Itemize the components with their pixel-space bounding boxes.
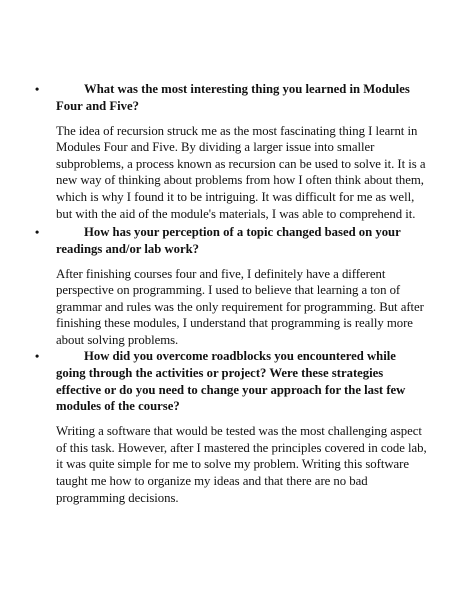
answer-paragraph: The idea of recursion struck me as the most fascinating thing I learnt in Modules Four and Five. By dividing a larger issue into smaller subproblems, a process known as recursion can be used to solve it. It is a new way of thinking about problems from how I often think about them, which is why I found it to be intriguing. It was difficult for me as well, but with the aid of the module's materials, I was able to comprehend it. (56, 123, 426, 221)
bullet-icon: • (35, 225, 40, 239)
question-text: What was the most interesting thing you learned in Modules Four and Five? (56, 82, 410, 113)
bullet-icon: • (35, 349, 40, 363)
question-text: How did you overcome roadblocks you encountered while going through the activities or project? Were these strategies effective or do you need to change your approach for the last few modules of the course? (56, 349, 406, 414)
question-text: How has your perception of a topic changed based on your readings and/or lab work? (56, 225, 401, 256)
qa-item-roadblocks (35, 348, 427, 506)
qa-item-perception-changed (35, 224, 427, 349)
question-heading (35, 224, 427, 258)
question-heading (35, 81, 427, 115)
bullet-icon: • (35, 82, 40, 96)
answer-paragraph: Writing a software that would be tested was the most challenging aspect of this task. However, after I mastered the principles covered in code lab, it was quite simple for me to solve my problem. Writing this software taught me how to organize my ideas and that there are no bad programming decisions. (56, 424, 427, 505)
question-heading (35, 348, 427, 415)
qa-item-modules-interesting (35, 81, 427, 222)
answer-paragraph: After finishing courses four and five, I definitely have a different perspective on programming. I used to believe that learning a ton of grammar and rules was the only requirement for programming. But after finishing these modules, I understand that programming is really more about solving problems. (56, 266, 424, 347)
